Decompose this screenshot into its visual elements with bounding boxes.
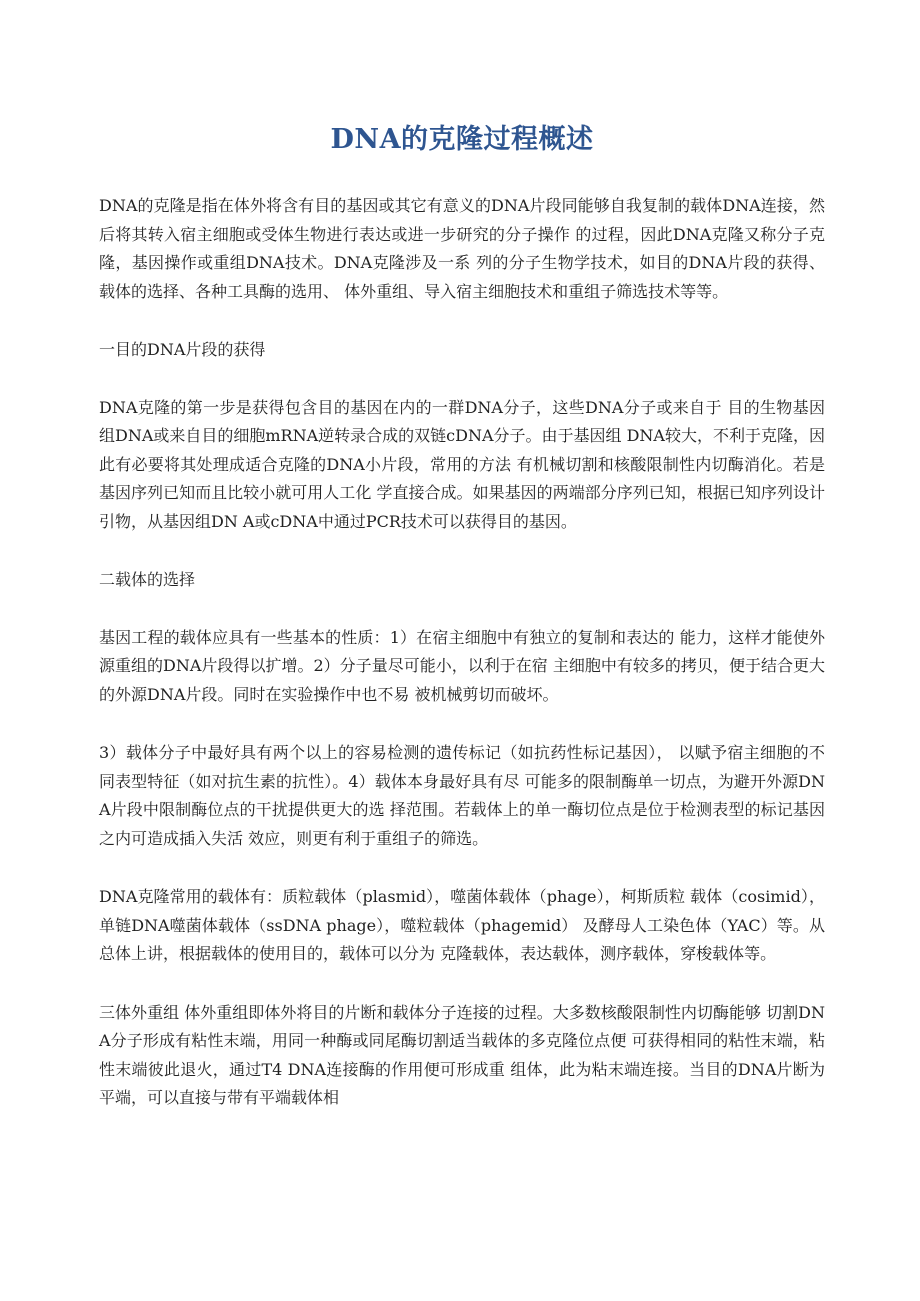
intro-paragraph: DNA的克隆是指在体外将含有目的基因或其它有意义的DNA片段同能够自我复制的载体DNA连接，然后将其转入宿主细胞或受体生物进行表达或进一步研究的分子操作 的过程，因此DNA克隆又称分子克隆，基因操作或重组DNA技术。DNA克隆涉及一系 列的分子生物学技术，如目的DNA片段的获得、载体的选择、各种工具酶的选用、 体外重组、导入宿主细胞技术和重组子筛选技术等等。 — [99, 196, 825, 301]
section-heading-dna-fragment: 一目的DNA片段的获得 — [99, 340, 266, 359]
document-page — [99, 118, 825, 1143]
vector-types-paragraph: DNA克隆常用的载体有：质粒载体（plasmid），噬菌体载体（phage），柯斯质粒 载体（cosimid），单链DNA噬菌体载体（ssDNA phage），噬粒载体（phagemid） 及酵母人工染色体（YAC）等。从总体上讲，根据载体的使用目的，载体可以分为 克隆载体，表达载体，测序载体，穿梭载体等。 — [99, 887, 825, 963]
section-heading-vector-selection: 二载体的选择 — [99, 570, 196, 589]
vector-properties-paragraph: 基因工程的载体应具有一些基本的性质：1）在宿主细胞中有独立的复制和表达的 能力，这样才能使外源重组的DNA片段得以扩增。2）分子量尽可能小，以利于在宿 主细胞中有较多的拷贝，便于结合更大的外源DNA片段。同时在实验操作中也不易 被机械剪切而破坏。 — [99, 627, 825, 704]
vector-markers-paragraph: 3）载体分子中最好具有两个以上的容易检测的遗传标记（如抗药性标记基因）， 以赋予宿主细胞的不同表型特征（如对抗生素的抗性）。4）载体本身最好具有尽 可能多的限制酶单一切点，为避开外源DNA片段中限制酶位点的干扰提供更大的选 择范围。若载体上的单一酶切位点是位于检测表型的标记基因之内可造成插入失活 效应，则更有利于重组子的筛选。 — [99, 743, 825, 848]
in-vitro-recombination-paragraph: 三体外重组 体外重组即体外将目的片断和载体分子连接的过程。大多数核酸限制性内切酶能够 切割DNA分子形成有粘性末端，用同一种酶或同尾酶切割适当载体的多克隆位点便 可获得相同的粘性末端，粘性末端彼此退火，通过T4 DNA连接酶的作用便可形成重 组体，此为粘末端连接。当目的DNA片断为平端，可以直接与带有平端载体相 — [99, 1002, 825, 1107]
dna-fragment-paragraph: DNA克隆的第一步是获得包含目的基因在内的一群DNA分子，这些DNA分子或来自于 目的生物基因组DNA或来自目的细胞mRNA逆转录合成的双链cDNA分子。由于基因组 DNA较大，不利于克隆，因此有必要将其处理成适合克隆的DNA小片段，常用的方法 有机械切割和核酸限制性内切酶消化。若是基因序列已知而且比较小就可用人工化 学直接合成。如果基因的两端部分序列已知，根据已知序列设计引物，从基因组DN A或cDNA中通过PCR技术可以获得目的基因。 — [99, 397, 825, 531]
document-title: DNA的克隆过程概述 — [330, 124, 594, 155]
